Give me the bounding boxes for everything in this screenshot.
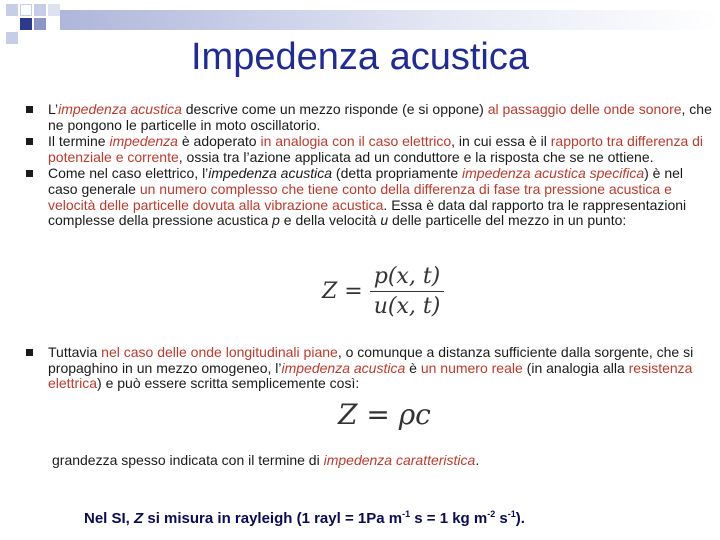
deco-square xyxy=(6,4,18,16)
note-sup1: -1 xyxy=(402,509,411,519)
bullet-list-2 xyxy=(22,345,712,392)
header-gradient-bar xyxy=(60,10,720,30)
bullet-segment: in analogia con il caso elettrico xyxy=(260,133,452,150)
slide-title: Impedenza acustica xyxy=(191,36,529,78)
bullet-segment: Come nel caso elettrico, l’ xyxy=(48,165,209,182)
bullet-segment: ) è nel caso generale xyxy=(48,165,684,197)
bullet-marker xyxy=(26,106,33,113)
deco-square xyxy=(34,4,46,16)
deco-square xyxy=(48,4,60,16)
bullet-text xyxy=(48,133,703,165)
bullet-segment: resistenza elettrica xyxy=(48,359,693,392)
bullet-segment: un numero reale xyxy=(420,359,523,376)
bullet-item xyxy=(22,102,712,133)
bullet-list xyxy=(22,102,712,229)
bullet-text xyxy=(48,165,686,228)
bullet-marker xyxy=(26,349,33,356)
bullet-segment: nel caso delle onde longitudinali piane xyxy=(101,344,338,360)
bullet-segment: (detta propriamente xyxy=(332,165,463,182)
formula-numerator: p(x, t) xyxy=(370,264,444,292)
note-sup2: -2 xyxy=(487,509,496,519)
bullet-segment: Tuttavia xyxy=(48,344,102,360)
bullet-segment: descrive come un mezzo risponde (e si oppone) xyxy=(181,101,488,117)
bullet-segment: e della velocità xyxy=(279,212,381,229)
caption-text xyxy=(52,452,479,468)
bullet-segment: è adoperato xyxy=(177,133,261,150)
bullet-marker xyxy=(26,138,33,145)
bullet-segment: . Essa è data dal rapporto tra le rappresentazioni complesse della pressione acustica xyxy=(48,196,687,229)
bullet-segment: , che ne pongono le particelle in moto oscillatorio. xyxy=(48,101,712,133)
bullet-segment: u xyxy=(380,212,389,229)
bullet-item xyxy=(22,166,712,228)
bullet-segment: un numero complesso che tiene conto della differenza di fase tra pressione acustica e velocità delle particelle dovuta alla vibrazione acustica xyxy=(48,180,672,213)
bullet-item xyxy=(22,345,712,392)
note-e: s xyxy=(495,510,508,527)
bullet-segment: impedenza acustica xyxy=(281,359,406,376)
bullet-segment: impedenza acustica xyxy=(208,165,333,182)
bullet-segment: , in cui essa è il xyxy=(451,133,551,150)
characteristic-impedance-formula: Z = ρc xyxy=(338,398,431,431)
bullet-segment: delle particelle del mezzo in un punto: xyxy=(388,212,627,229)
formula-denominator: u(x, t) xyxy=(373,294,441,319)
bullet-text xyxy=(48,101,712,133)
caption-term: impedenza caratteristica xyxy=(323,452,476,468)
impedance-ratio-formula xyxy=(322,264,444,319)
deco-square xyxy=(34,18,46,30)
formula-lhs: Z = xyxy=(322,279,363,304)
bullet-segment: Il termine xyxy=(48,133,110,150)
deco-square xyxy=(20,4,32,16)
bullet-segment: impedenza acustica specifica xyxy=(462,165,645,182)
deco-square xyxy=(20,18,32,30)
bullet-segment: (in analogia alla xyxy=(522,359,629,376)
caption-pre: grandezza spesso indicata con il termine di xyxy=(52,452,324,468)
bullet-segment: ) e può essere scritta semplicemente così: xyxy=(97,375,360,392)
bullet-item xyxy=(22,134,712,165)
bullet-segment: L’ xyxy=(48,101,59,117)
bullet-segment: impedenza xyxy=(109,133,178,150)
caption-post: . xyxy=(475,452,480,468)
bullet-segment: rapporto tra differenza di potenziale e corrente xyxy=(48,133,704,165)
bullet-segment: è xyxy=(405,359,421,376)
note-c: si misura in rayleigh (1 rayl = 1Pa m xyxy=(143,510,403,527)
bullet-segment: al passaggio delle onde sonore xyxy=(487,101,682,117)
formula-fraction xyxy=(370,264,445,319)
bullet-segment: , ossia tra l’azione applicata ad un conduttore e la risposta che se ne ottiene. xyxy=(178,148,654,165)
note-a: Nel SI, xyxy=(84,510,135,527)
bullet-segment: p xyxy=(272,212,280,229)
si-unit-note xyxy=(84,510,525,527)
note-z: Z xyxy=(134,510,144,527)
note-sup3: -1 xyxy=(507,509,516,519)
note-d: s = 1 kg m xyxy=(410,510,488,527)
bullet-marker xyxy=(26,170,33,177)
bullet-segment: , o comunque a distanza sufficiente dalla sorgente, che si propaghino in un mezzo omogeneo, l’ xyxy=(48,344,694,376)
note-f: ). xyxy=(515,510,525,527)
bullet-text xyxy=(48,344,693,391)
bullet-segment: impedenza acustica xyxy=(58,101,182,117)
